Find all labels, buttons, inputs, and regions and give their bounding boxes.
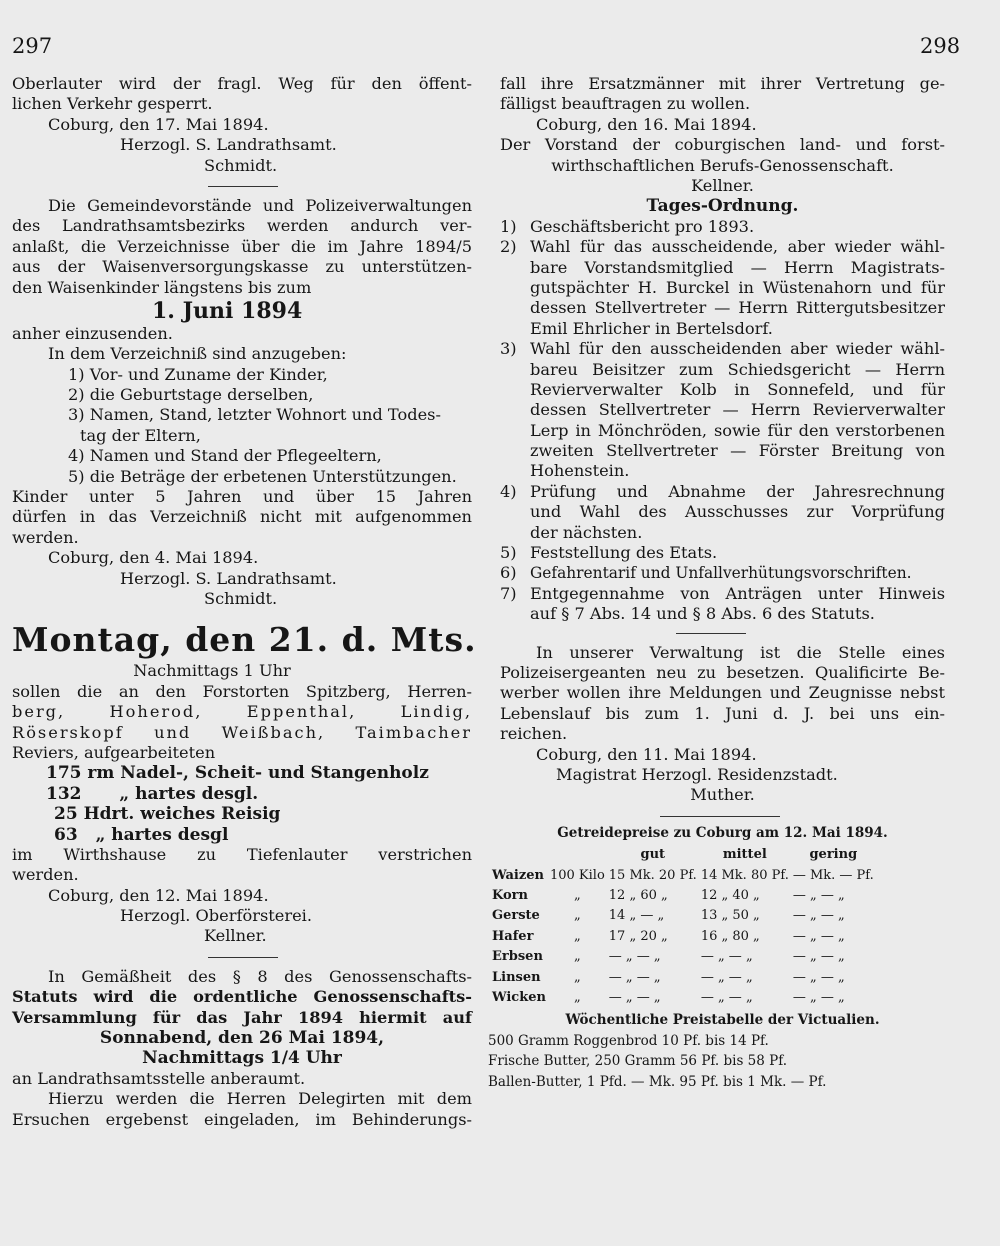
wood-row — [12, 825, 472, 845]
agenda-line: zweiten Stellvertreter — Förster Breitung von — [530, 441, 945, 461]
agenda-line: Wahl für den ausscheidenden aber wieder wähl- — [530, 339, 945, 359]
notice2-line: des Landrathsamtsbezirks werden andurch ver- — [12, 216, 472, 236]
wood-qty: 132 — [46, 783, 82, 804]
agenda-line: Hohenstein. — [530, 461, 630, 481]
price-mittel: 12 „ 40 „ — [700, 887, 760, 903]
grain-price-table — [490, 845, 876, 1008]
agenda-line: Geschäftsbericht pro 1893. — [530, 216, 755, 236]
table-row — [490, 866, 876, 886]
notice2-date: Coburg, den 4. Mai 1894. — [48, 548, 259, 568]
wood-qty: 25 — [54, 804, 78, 825]
price-mittel: — „ — „ — [700, 990, 753, 1006]
agenda-line: Entgegennahme von Anträgen unter Hinweis — [530, 583, 945, 603]
notice5-line: werber wollen ihre Meldungen und Zeugnisse nebst — [500, 683, 945, 703]
agenda-line: Feststellung des Etats. — [530, 543, 718, 563]
agenda-item — [500, 339, 945, 359]
notice2-item: 4) Namen und Stand der Pflegeeltern, — [68, 446, 382, 466]
price-gering: — „ — „ — [792, 887, 845, 903]
table-row — [490, 886, 876, 906]
price-mittel: 14 Mk. 80 Pf. — [700, 867, 789, 883]
notice2-authority: Herzogl. S. Landrathsamt. — [120, 568, 337, 588]
notice4-cont-line: fall ihre Ersatzmänner mit ihrer Vertretung ge- — [500, 74, 945, 93]
notice5-signature: Muther. — [690, 785, 755, 805]
notice2-signature: Schmidt. — [204, 588, 278, 608]
notice4-cont-line: fälligst beauftragen zu wollen. — [500, 94, 751, 114]
right-column — [488, 74, 945, 1094]
notice2-item: tag der Eltern, — [80, 425, 201, 445]
notice2-item: 3) Namen, Stand, letzter Wohnort und Todes- — [68, 405, 441, 425]
price-gering: — „ — „ — [792, 990, 845, 1006]
table-row — [490, 968, 876, 988]
wood-desc: „ hartes desgl. — [119, 783, 259, 804]
agenda-line: Lerp in Mönchröden, sowie für den verstorbenen — [530, 420, 945, 440]
notice4-after: Hierzu werden die Herren Delegirten mit dem — [48, 1089, 472, 1109]
agenda-num: 7) — [500, 583, 517, 603]
grain-unit: „ — [574, 969, 581, 985]
agenda-num: 3) — [500, 339, 517, 359]
notice3-headline: Montag, den 21. d. Mts. — [12, 620, 477, 660]
agenda-num: 2) — [500, 237, 517, 257]
wood-qty: 63 — [54, 824, 78, 845]
notice2-after: anher einzusenden. — [12, 323, 173, 343]
notice2-item: 1) Vor- und Zuname der Kinder, — [68, 364, 328, 384]
price-mittel: — „ — „ — [700, 969, 753, 985]
wood-row — [12, 784, 472, 804]
agenda-line: auf § 7 Abs. 14 und § 8 Abs. 6 des Statuts. — [530, 604, 875, 624]
grain-unit: „ — [574, 908, 581, 924]
agenda-item — [500, 584, 945, 604]
grain-prices-title: Getreidepreise zu Coburg am 12. Mai 1894. — [557, 824, 888, 841]
column-header: gering — [809, 847, 858, 863]
table-row — [490, 988, 876, 1008]
agenda-item — [500, 217, 945, 237]
notice4-time-line: Nachmittags 1/4 Uhr — [142, 1048, 342, 1069]
agenda-line: Wahl für das ausscheidende, aber wieder wähl- — [530, 237, 945, 257]
notice3-line: berg, Hoherod, Eppenthal, Lindig, — [12, 702, 472, 722]
agenda-line: Revierverwalter Kolb in Sonnefeld, und für — [530, 379, 945, 399]
grain-unit: „ — [574, 887, 581, 903]
price-gut: 17 „ 20 „ — [608, 928, 668, 944]
victuals-line: Ballen-Butter, 1 Pfd. — Mk. 95 Pf. bis 1 Mk. — Pf. — [488, 1073, 827, 1090]
agenda-line: der nächsten. — [530, 522, 643, 542]
table-row — [490, 906, 876, 926]
agenda-item — [500, 237, 945, 257]
notice2-item: 5) die Beträge der erbetenen Unterstützungen. — [68, 466, 457, 486]
price-gering: — „ — „ — [792, 969, 845, 985]
price-gut: 12 „ 60 „ — [608, 887, 668, 903]
agenda-num: 1) — [500, 216, 517, 236]
notice1-signature: Schmidt. — [204, 155, 278, 175]
victuals-line: Frische Butter, 250 Gramm 56 Pf. bis 58 Pf. — [488, 1053, 788, 1070]
notice5-line: In unserer Verwaltung ist die Stelle eines — [536, 642, 945, 662]
agenda-line: bare Vorstandsmitglied — Herrn Magistrats- — [530, 257, 945, 277]
price-gut: 14 „ — „ — [608, 908, 665, 924]
left-column — [12, 74, 477, 1130]
agenda-num: 5) — [500, 543, 517, 563]
notice2-line: anlaßt, die Verzeichnisse über die im Jahre 1894/5 — [12, 236, 472, 256]
notice4-after: Ersuchen ergebenst eingeladen, im Behinderungs- — [12, 1109, 472, 1129]
grain-label: Linsen — [492, 969, 541, 985]
victuals-title: Wöchentliche Preistabelle der Victualien. — [565, 1012, 880, 1029]
notice1-authority: Herzogl. S. Landrathsamt. — [120, 135, 337, 155]
notice4-line: Versammlung für das Jahr 1894 hiermit auf — [12, 1007, 472, 1027]
grain-label: Gerste — [492, 908, 540, 924]
notice3-line: Reviers, aufgearbeiteten — [12, 742, 216, 762]
price-gut: 15 Mk. 20 Pf. — [608, 867, 697, 883]
notice2-line: aus der Waisenversorgungskasse zu unterstützen- — [12, 257, 472, 277]
agenda-line: Emil Ehrlicher in Bertelsdorf. — [530, 318, 773, 338]
notice3-time: Nachmittags 1 Uhr — [133, 661, 291, 681]
agenda-item — [500, 543, 945, 563]
notice2-intro: In dem Verzeichniß sind anzugeben: — [48, 344, 347, 364]
agenda-item — [500, 563, 945, 583]
notice2-item: 2) die Geburtstage derselben, — [68, 385, 314, 405]
grain-label: Waizen — [492, 867, 544, 883]
agenda-title: Tages-Ordnung. — [646, 196, 799, 217]
table-row — [490, 947, 876, 967]
wood-row — [12, 804, 472, 824]
price-gut: — „ — „ — [608, 990, 661, 1006]
agenda-line: dessen Stellvertreter — Herrn Revierverwalter — [530, 400, 945, 420]
notice5-line: Lebenslauf bis zum 1. Juni d. J. bei uns ein- — [500, 703, 945, 723]
agenda-num: 6) — [500, 563, 517, 583]
table-row — [490, 927, 876, 947]
grain-label: Erbsen — [492, 949, 543, 965]
notice2-line: Die Gemeindevorstände und Polizeiverwaltungen — [48, 195, 472, 215]
price-gut: — „ — „ — [608, 969, 661, 985]
grain-label: Hafer — [492, 928, 534, 944]
wood-qty: 175 rm — [46, 763, 115, 784]
grain-label: Wicken — [492, 990, 546, 1006]
wood-desc: Nadel-, Scheit- und Stangenholz — [120, 763, 429, 784]
notice2-closing: werden. — [12, 527, 79, 547]
wood-desc: „ hartes desgl — [95, 824, 229, 845]
notice3-line: sollen die an den Forstorten Spitzberg, Herren- — [12, 681, 472, 701]
grain-unit: „ — [574, 990, 581, 1006]
notice4-line: Statuts wird die ordentliche Genossenschafts- — [12, 987, 472, 1007]
notice5-date: Coburg, den 11. Mai 1894. — [536, 744, 757, 764]
column-header: mittel — [722, 847, 767, 863]
notice1-line: Oberlauter wird der fragl. Weg für den öffent- — [12, 74, 472, 93]
notice4-cont-signature: Kellner. — [691, 175, 754, 195]
agenda-line: gutspächter H. Burckel in Wüstenahorn und für — [530, 277, 945, 297]
notice3-date: Coburg, den 12. Mai 1894. — [48, 885, 269, 905]
page-number-left: 297 — [12, 34, 53, 58]
victuals-line: 500 Gramm Roggenbrod 10 Pf. bis 14 Pf. — [488, 1032, 769, 1049]
notice2-deadline: 1. Juni 1894 — [152, 297, 303, 324]
grain-unit: „ — [574, 928, 581, 944]
notice4-cont-authority: Der Vorstand der coburgischen land- und forst- — [500, 135, 945, 155]
notice3-authority: Herzogl. Oberförsterei. — [120, 906, 312, 926]
agenda-num: 4) — [500, 481, 517, 501]
notice4-line: In Gemäßheit des § 8 des Genossenschafts- — [48, 966, 472, 986]
price-gering: — „ — „ — [792, 949, 845, 965]
agenda-line: bareu Beisitzer zum Schiedsgericht — Herrn — [530, 359, 945, 379]
wood-row — [12, 763, 472, 783]
notice2-closing: Kinder unter 5 Jahren und über 15 Jahren — [12, 487, 472, 507]
grain-unit: „ — [574, 949, 581, 965]
notice5-authority: Magistrat Herzogl. Residenzstadt. — [556, 765, 838, 784]
agenda-line: und Wahl des Ausschusses zur Vorprüfung — [530, 502, 945, 522]
price-mittel: 13 „ 50 „ — [700, 908, 760, 924]
notice3-after: im Wirthshause zu Tiefenlauter verstrichen — [12, 844, 472, 864]
notice2-closing: dürfen in das Verzeichniß nicht mit aufgenommen — [12, 507, 472, 527]
grain-unit: 100 Kilo — [549, 867, 605, 883]
price-gering: — „ — „ — [792, 908, 845, 924]
notice3-line: Röserskopf und Weißbach, Taimbacher — [12, 722, 472, 742]
price-mittel: 16 „ 80 „ — [700, 928, 760, 944]
price-gering: — „ — „ — [792, 928, 845, 944]
agenda-line: dessen Stellvertreter — Herrn Rittergutsbesitzer — [530, 298, 945, 318]
column-header: gut — [640, 847, 666, 863]
notice5-line: Polizeisergeanten neu zu besetzen. Qualificirte Be- — [500, 663, 945, 683]
notice3-signature: Kellner. — [204, 926, 267, 946]
agenda-item — [500, 482, 945, 502]
notice3-after: werden. — [12, 865, 79, 885]
agenda-line: Prüfung und Abnahme der Jahresrechnung — [530, 481, 945, 501]
notice5-line: reichen. — [500, 724, 568, 744]
notice4-cont-authority: wirthschaftlichen Berufs-Genossenschaft. — [551, 155, 894, 175]
price-gering: — Mk. — Pf. — [792, 867, 874, 883]
notice4-after: an Landrathsamtsstelle anberaumt. — [12, 1068, 306, 1088]
wood-desc: Hdrt. weiches Reisig — [83, 804, 281, 825]
agenda-line: Gefahrentarif und Unfallverhütungsvorschriften. — [530, 564, 912, 583]
grain-header-row — [490, 845, 876, 865]
price-gut: — „ — „ — [608, 949, 661, 965]
notice1-date: Coburg, den 17. Mai 1894. — [48, 114, 269, 134]
page-number-right: 298 — [920, 34, 961, 58]
notice1-line: lichen Verkehr gesperrt. — [12, 94, 213, 114]
notice4-cont-date: Coburg, den 16. Mai 1894. — [536, 114, 757, 134]
notice4-date-line: Sonnabend, den 26 Mai 1894, — [99, 1028, 385, 1049]
price-mittel: — „ — „ — [700, 949, 753, 965]
grain-label: Korn — [492, 887, 528, 903]
notice2-line: den Waisenkinder längstens bis zum — [12, 277, 312, 297]
